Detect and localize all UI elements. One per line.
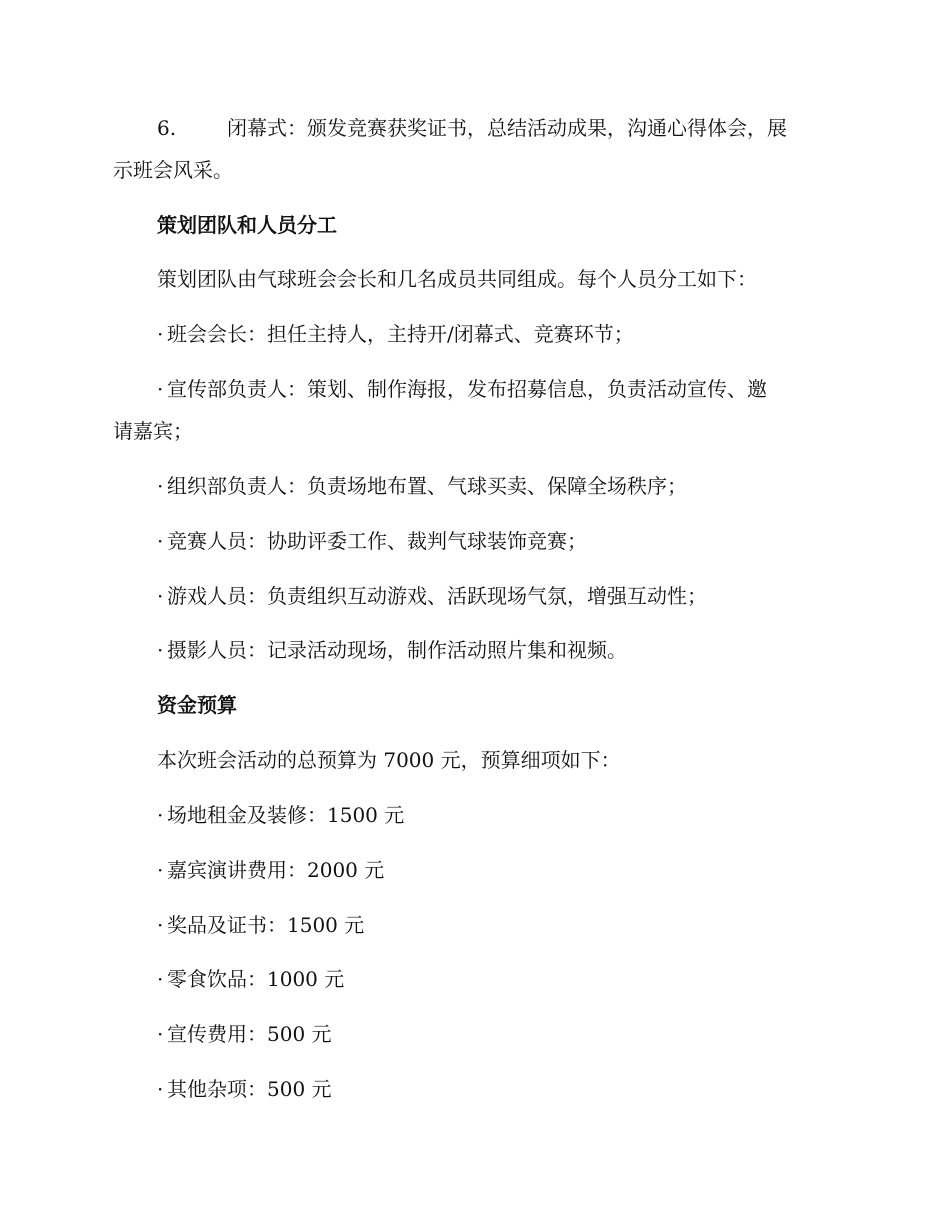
closing-line-2: 示班会风采。	[113, 158, 233, 182]
closing-line-1	[157, 114, 787, 142]
team-item-continuation: 请嘉宾；	[113, 419, 193, 443]
team-intro: 策划团队由气球班会会长和几名成员共同组成。每个人员分工如下：	[157, 267, 757, 291]
team-item-text: 组织部负责人：负责场地布置、气球买卖、保障全场秩序；	[167, 474, 687, 498]
bullet: ·	[157, 803, 164, 827]
team-item	[157, 320, 634, 348]
team-item	[157, 375, 767, 403]
team-item-text: 摄影人员：记录活动现场，制作活动照片集和视频。	[167, 638, 627, 662]
team-item-text: 竞赛人员：协助评委工作、裁判气球装饰竞赛；	[167, 529, 587, 553]
budget-item-text: 场地租金及装修：1500 元	[167, 803, 405, 827]
budget-item-text: 零食饮品：1000 元	[167, 967, 345, 991]
bullet: ·	[157, 584, 164, 608]
budget-item	[157, 1075, 332, 1103]
team-item	[157, 636, 627, 664]
budget-item	[157, 1020, 332, 1048]
bullet: ·	[157, 474, 164, 498]
bullet: ·	[157, 529, 164, 553]
team-item	[157, 527, 587, 555]
team-heading: 策划团队和人员分工	[157, 213, 337, 237]
bullet: ·	[157, 638, 164, 662]
bullet: ·	[157, 858, 164, 882]
budget-item-text: 嘉宾演讲费用：2000 元	[167, 858, 385, 882]
closing-number: 6.	[157, 116, 177, 140]
budget-item	[157, 801, 404, 829]
budget-item-text: 宣传费用：500 元	[167, 1022, 332, 1046]
budget-item-text: 奖品及证书：1500 元	[167, 913, 365, 937]
team-item-text: 班会会长：担任主持人，主持开/闭幕式、竞赛环节；	[167, 322, 634, 346]
team-item-text: 游戏人员：负责组织互动游戏、活跃现场气氛，增强互动性；	[167, 584, 707, 608]
bullet: ·	[157, 1077, 164, 1101]
budget-item-text: 其他杂项：500 元	[167, 1077, 332, 1101]
bullet: ·	[157, 322, 164, 346]
bullet: ·	[157, 1022, 164, 1046]
budget-item	[157, 911, 364, 939]
team-item	[157, 472, 687, 500]
budget-heading: 资金预算	[157, 693, 237, 717]
bullet: ·	[157, 913, 164, 937]
closing-text-line-1: 闭幕式：颁发竞赛获奖证书，总结活动成果，沟通心得体会，展	[227, 116, 787, 140]
budget-item	[157, 856, 384, 884]
budget-intro: 本次班会活动的总预算为 7000 元，预算细项如下：	[157, 748, 621, 772]
bullet: ·	[157, 377, 164, 401]
team-item	[157, 582, 707, 610]
budget-item	[157, 965, 344, 993]
bullet: ·	[157, 967, 164, 991]
team-item-text: 宣传部负责人：策划、制作海报，发布招募信息，负责活动宣传、邀	[167, 377, 767, 401]
